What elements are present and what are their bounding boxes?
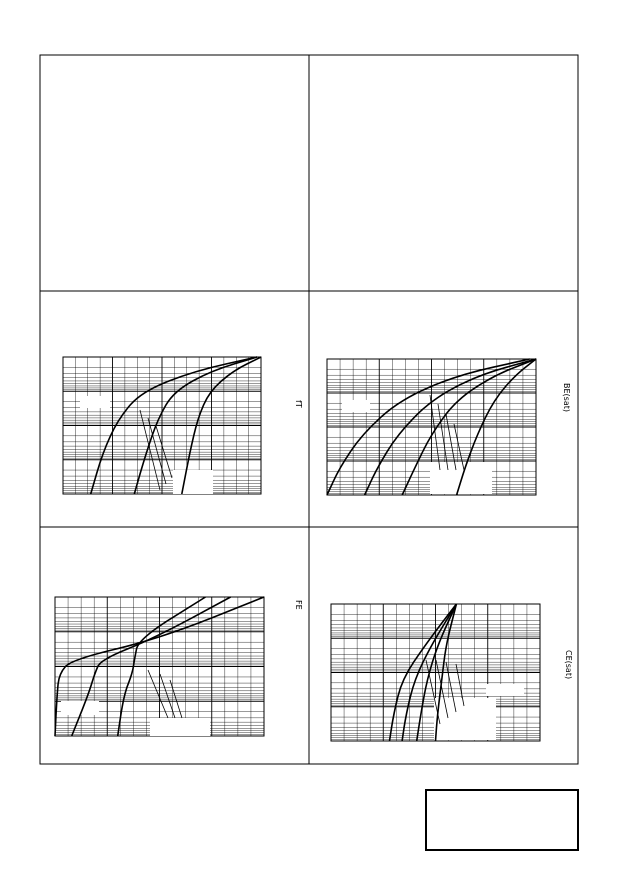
chart-ft [63,357,303,494]
chart-vbe-sat-leader-lines [430,395,464,470]
title-block [426,790,578,850]
chart-vbe-sat-legend-box [342,400,370,412]
chart-vce-sat-legend-box [486,684,524,696]
chart-ft-axis-label: fT [294,400,303,408]
chart-hfe [55,597,303,736]
leader-line [148,670,168,718]
chart-hfe-leader-lines [148,670,182,718]
leader-line [170,680,182,718]
chart-vbe-sat-axis-label: BE(sat) [562,383,571,412]
page-frame [40,55,578,764]
chart-hfe-legend-box [61,701,99,715]
chart-ft-legend-box-2 [173,470,213,494]
leader-line [446,414,456,470]
chart-vce-sat [331,604,573,741]
chart-hfe-legend-box-2 [150,718,210,736]
chart-ft-legend-box [80,396,110,408]
chart-hfe-axis-label: FE [294,600,303,610]
chart-vbe-sat [327,359,571,495]
chart-vce-sat-axis-label: CE(sat) [564,650,573,680]
chart-vce-sat-legend-box-2 [434,698,496,740]
